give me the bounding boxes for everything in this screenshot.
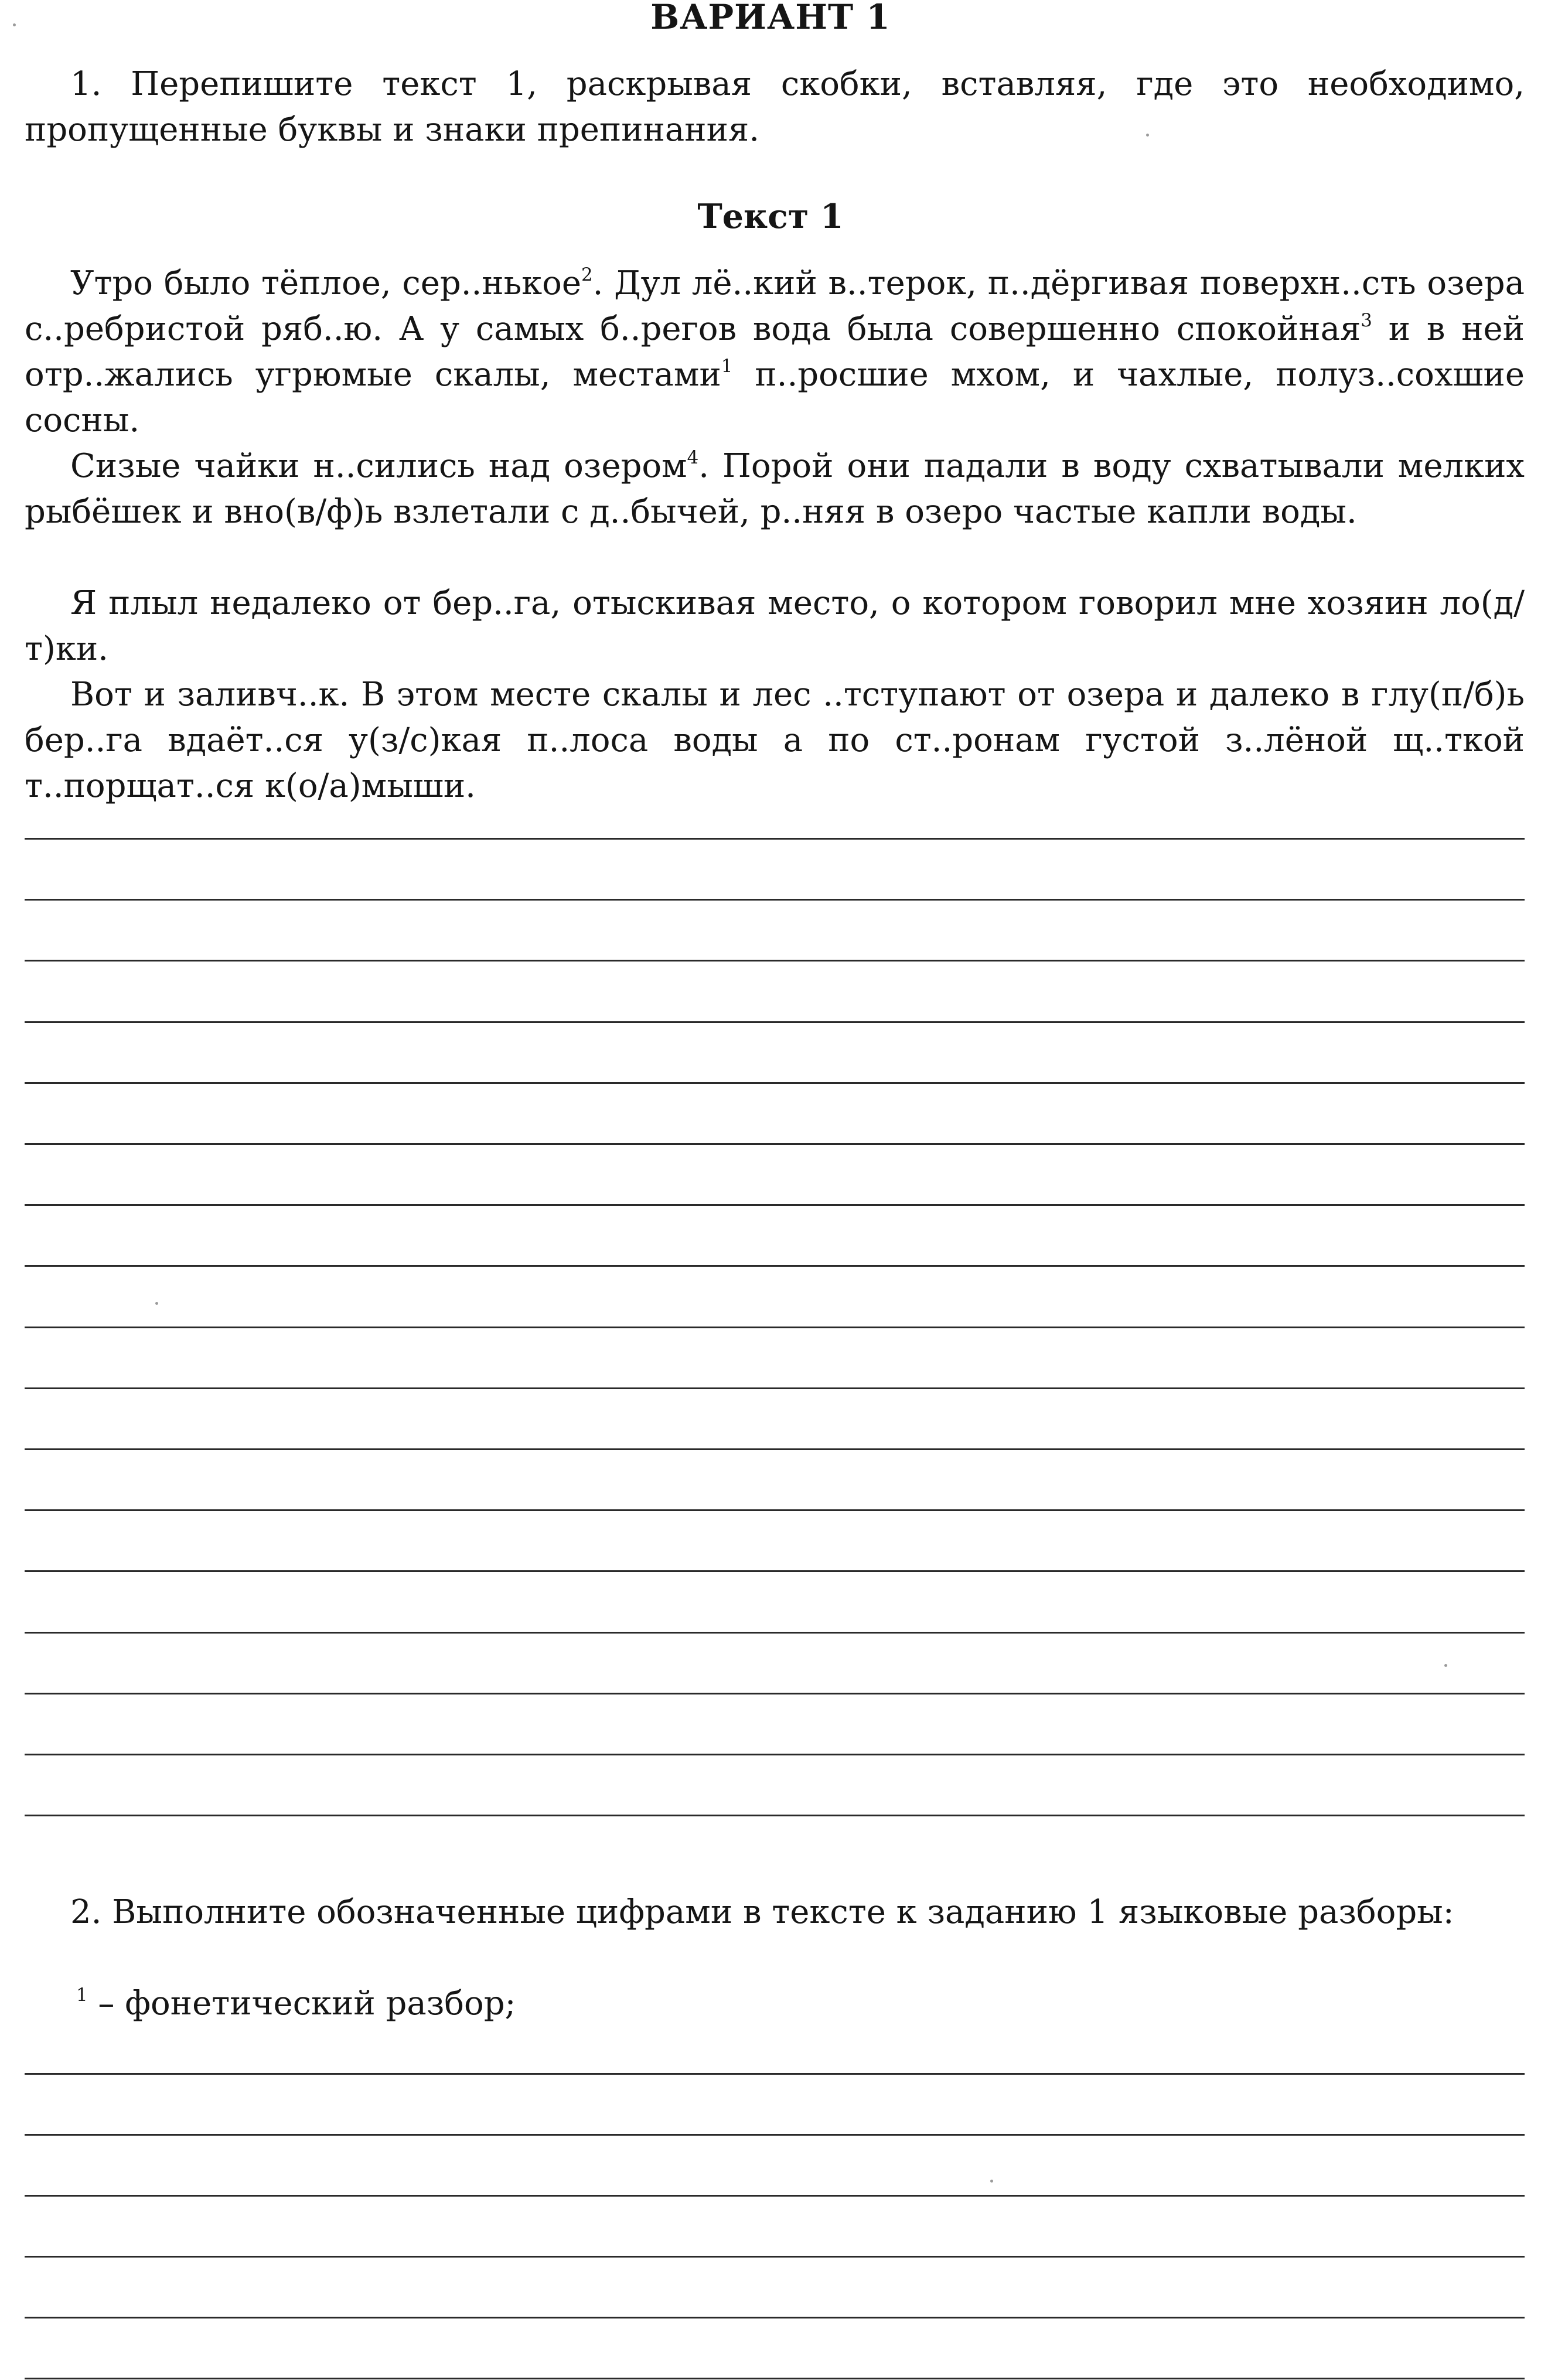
- answer-line: [25, 838, 1525, 840]
- answer-line: [25, 2256, 1525, 2258]
- answer-line: [25, 2317, 1525, 2318]
- answer-line: [25, 2195, 1525, 2197]
- text1-heading: Текст 1: [697, 197, 844, 236]
- footnote-marker-2: 2: [581, 264, 593, 285]
- text1-paragraph-3: Я плыл недалеко от бер..га, отыскивая место, о котором говорил мне хозяин ло(д/т)ки.: [25, 584, 1525, 668]
- answer-line: [25, 899, 1525, 901]
- answer-line: [25, 1815, 1525, 1816]
- text1-paragraph-1: Утро было тёплое, сер..нькое$^2$. Дул лё..кий в..терок, п..дёргивая поверхн..сть озера с..ребристой ряб..ю. А у самых б..регов вода была совершенно спокойная$^3$ и в ней отр..жались угрюмые скалы, местами$^1$ п..росшие мхом, и чахлые, полуз..сохшие сосны.: [25, 264, 1525, 439]
- answer-line: [25, 1204, 1525, 1206]
- answer-line: [25, 1509, 1525, 1511]
- task2-item-phonetic: $^1$ – фонетический разбор;: [76, 1984, 516, 2023]
- footnote-marker-4: 4: [687, 446, 699, 468]
- answer-line: [25, 2073, 1525, 2075]
- scan-speck: [13, 23, 16, 26]
- answer-line: [25, 1693, 1525, 1694]
- scan-speck: [990, 2180, 993, 2183]
- answer-line: [25, 1570, 1525, 1572]
- answer-line: [25, 2134, 1525, 2136]
- scan-speck: [1444, 1664, 1447, 1667]
- text1-paragraph-4: Вот и заливч..к. В этом месте скалы и лес ..тступают от озера и далеко в глу(п/б)ь бер..га вдаёт..ся у(з/с)кая п..лоса воды а по ст..ронам густой з..лёной щ..ткой т..порщат..ся к(о/а)мыши.: [25, 676, 1525, 805]
- task1-instruction: 1. Перепишите текст 1, раскрывая скобки, вставляя, где это необходимо, пропущенные буквы и знаки препинания.: [25, 65, 1525, 149]
- answer-line: [25, 1021, 1525, 1023]
- answer-line: [25, 1387, 1525, 1389]
- answer-line: [25, 1143, 1525, 1145]
- scan-speck: [155, 1302, 158, 1305]
- text1-paragraph-2: Сизые чайки н..сились над озером$^4$. Порой они падали в воду схватывали мелких рыбёшек и вно(в/ф)ь взлетали с д..бычей, р..няя в озеро частые капли воды.: [25, 446, 1525, 531]
- answer-line: [25, 1327, 1525, 1328]
- answer-line: [25, 1754, 1525, 1755]
- answer-line: [25, 960, 1525, 961]
- task2-instruction: 2. Выполните обозначенные цифрами в тексте к заданию 1 языковые разборы:: [70, 1893, 1454, 1931]
- answer-line: [25, 1448, 1525, 1450]
- footnote-marker-3: 3: [1361, 309, 1372, 331]
- variant-title: ВАРИАНТ 1: [650, 0, 891, 37]
- answer-line: [25, 1632, 1525, 1634]
- answer-line: [25, 1265, 1525, 1267]
- answer-line: [25, 2378, 1525, 2379]
- answer-line: [25, 1082, 1525, 1084]
- scan-speck: [1146, 134, 1149, 137]
- footnote-marker-1: 1: [721, 355, 733, 377]
- footnote-marker-1: 1: [76, 1984, 88, 2006]
